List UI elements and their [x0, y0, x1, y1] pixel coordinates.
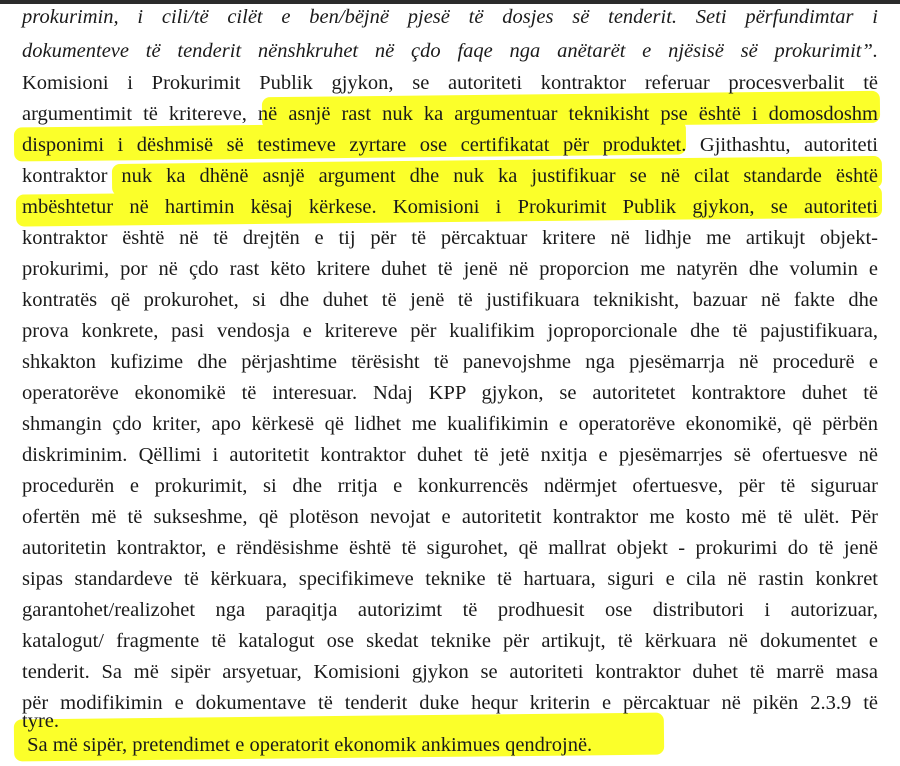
text-line: prokurimi, por në çdo rast këto kritere duhet të jenë në proporcion me natyrën dhe volumin e — [22, 258, 878, 280]
text-line: sipas standardeve të kërkuara, specifikimeve teknike të hartuara, siguri e cila në rastin konkret — [22, 568, 878, 590]
text-line: dokumenteve të tenderit nënshkruhet në çdo faqe nga anëtarët e njësisë së prokurimit”. — [22, 40, 878, 62]
text-line: katalogut/ fragmente të katalogut ose skedat teknike për artikujt, të kërkuara në dokumentet e — [22, 630, 878, 652]
text-line: ofertën më të sukseshme, që plotëson nevojat e autoritetit kontraktor me kosto më të ulët. Për — [22, 506, 878, 528]
text-line: shmangin çdo kriter, apo kërkesë që lidhet me kualifikimin e operatorëve ekonomikë, që përbën — [22, 413, 878, 435]
text-line: shkakton kufizime dhe përjashtime tërësisht të panevojshme nga pjesëmarrja në procedurë e — [22, 351, 878, 373]
text-line: për modifikimin e dokumentave të tenderit duke hequr kriterin e përcaktuar në pikën 2.3.9 të — [22, 692, 878, 714]
text-line: Komisioni i Prokurimit Publik gjykon, se autoriteti kontraktor referuar procesverbalit të — [22, 72, 878, 94]
text-line: prokurimin, i cili/të cilët e ben/bëjnë pjesë të dosjes së tenderit. Seti përfundimtar i — [22, 6, 878, 28]
text-line: operatorëve ekonomikë të interesuar. Ndaj KPP gjykon, se autoritetet kontraktore duhet të — [22, 382, 878, 404]
text-line: argumentimit të kritereve, në asnjë rast nuk ka argumentuar teknikisht pse është i domosdoshm — [22, 103, 878, 125]
text-line: kontratës që prokurohet, si dhe duhet të jenë të justifikuara teknikisht, bazuar në fakte dhe — [22, 289, 878, 311]
text-line: tenderit. Sa më sipër arsyetuar, Komisioni gjykon se autoriteti kontraktor duhet të marrë masa — [22, 661, 878, 683]
text-line: kontraktor nuk ka dhënë asnjë argument dhe nuk ka justifikuar se në cilat standarde është — [22, 165, 878, 187]
text-line: prova konkrete, pasi vendosja e kritereve për kualifikim joproporcionale dhe të pajustifikuara, — [22, 320, 878, 342]
text-line: garantohet/realizohet nga paraqitja autorizimt të prodhuesit ose distributori i autorizuar, — [22, 599, 878, 621]
text-line: kontraktor është në të drejtën e tij për të përcaktuar kritere në lidhje me artikujt objekt- — [22, 227, 878, 249]
text-line: autoritetin kontraktor, e rëndësishme është të sigurohet, që mallrat objekt - prokurimi do të jenë — [22, 537, 878, 559]
text-line: tyre. — [22, 710, 59, 732]
text-line: procedurën e prokurimit, si dhe rritja e konkurrencës ndërmjet ofertuesve, për të siguruar — [22, 475, 878, 497]
conclusion-line: Sa më sipër, pretendimet e operatorit ekonomik ankimues qendrojnë. — [22, 734, 593, 756]
text-line: mbështetur në hartimin kësaj kërkese. Komisioni i Prokurimit Publik gjykon, se autoriteti — [22, 196, 878, 218]
text-line: diskriminim. Qëllimi i autoritetit kontraktor duhet të jetë nxitja e pjesëmarrjes së ofertuesve në — [22, 444, 878, 466]
text-line: disponimi i dëshmisë së testimeve zyrtare ose certifikatat për produktet. Gjithashtu, autoriteti — [22, 134, 878, 156]
